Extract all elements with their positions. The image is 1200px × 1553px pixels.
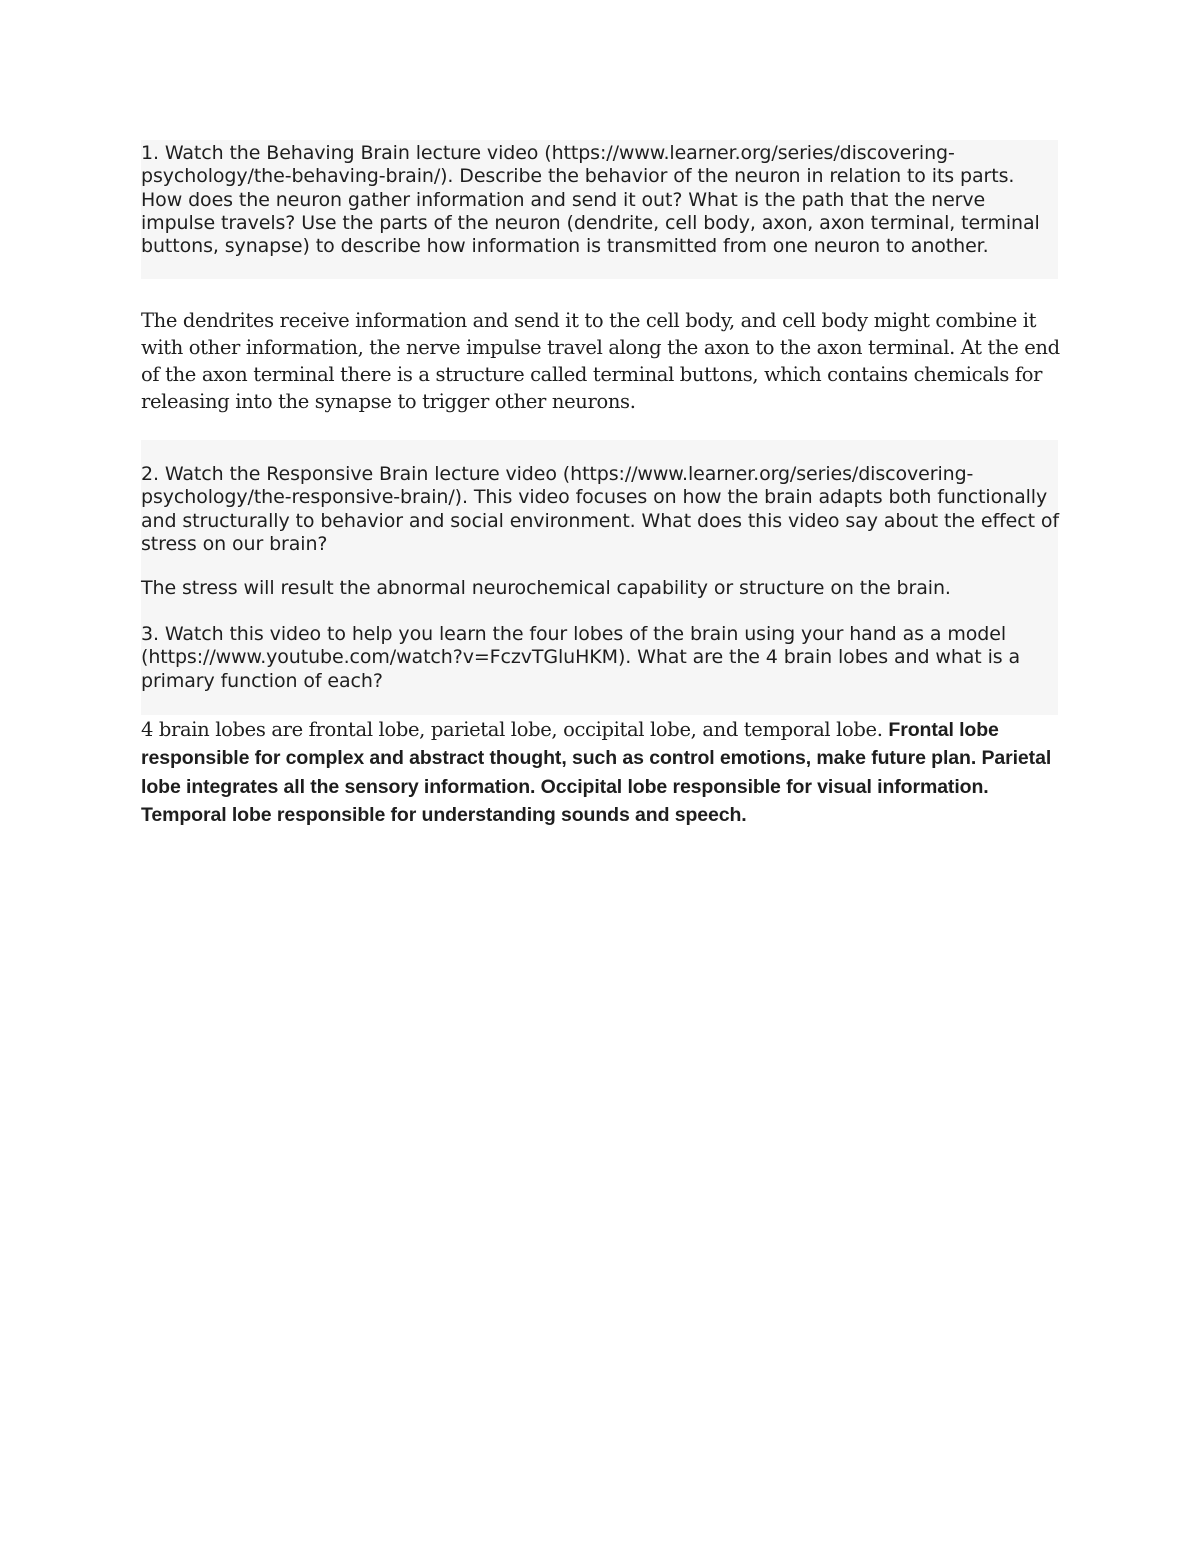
question-3 <box>141 623 1061 693</box>
answer-2-text: The stress will result the abnormal neurochemical capability or structure on the brain. <box>141 577 951 599</box>
question-1-text: 1. Watch the Behaving Brain lecture video (https://www.learner.org/series/discovering-psychology/the-behaving-brain/). Describe the behavior of the neuron in relation to its parts. How does the neuron gather information and send it out? What is the path that the nerve impulse travels? Use the parts of the neuron (dendrite, cell body, axon, axon terminal, terminal buttons, synapse) to describe how information is transmitted from one neuron to another. <box>141 142 1040 258</box>
question-2 <box>141 463 1061 556</box>
answer-3 <box>141 716 1061 829</box>
question-3-text: 3. Watch this video to help you learn the four lobes of the brain using your hand as a model (https://www.youtube.com/watch?v=FczvTGluHKM). What are the 4 brain lobes and what is a primary function of each? <box>141 623 1021 692</box>
question-1 <box>141 142 1061 258</box>
answer-3-bold: Frontal lobe responsible for complex and abstract thought, such as control emotions, make future plan. Parietal lobe integrates all the sensory information. Occipital lobe responsible for visual information. Temporal lobe responsible for understanding sounds and speech. <box>141 719 1052 826</box>
question-2-text: 2. Watch the Responsive Brain lecture video (https://www.learner.org/series/discovering-psychology/the-responsive-brain/). This video focuses on how the brain adapts both functionally and structurally to behavior and social environment. What does this video say about the effect of stress on our brain? <box>141 463 1059 555</box>
answer-2 <box>141 577 1061 600</box>
answer-1-text: The dendrites receive information and send it to the cell body, and cell body might combine it with other information, the nerve impulse travel along the axon to the axon terminal. At the end of the axon terminal there is a structure called terminal buttons, which contains chemicals for releasing into the synapse to trigger other neurons. <box>141 309 1060 413</box>
answer-3-text <box>141 716 1061 829</box>
answer-3-plain: 4 brain lobes are frontal lobe, parietal lobe, occipital lobe, and temporal lobe. <box>141 718 889 741</box>
answer-1 <box>141 307 1061 415</box>
